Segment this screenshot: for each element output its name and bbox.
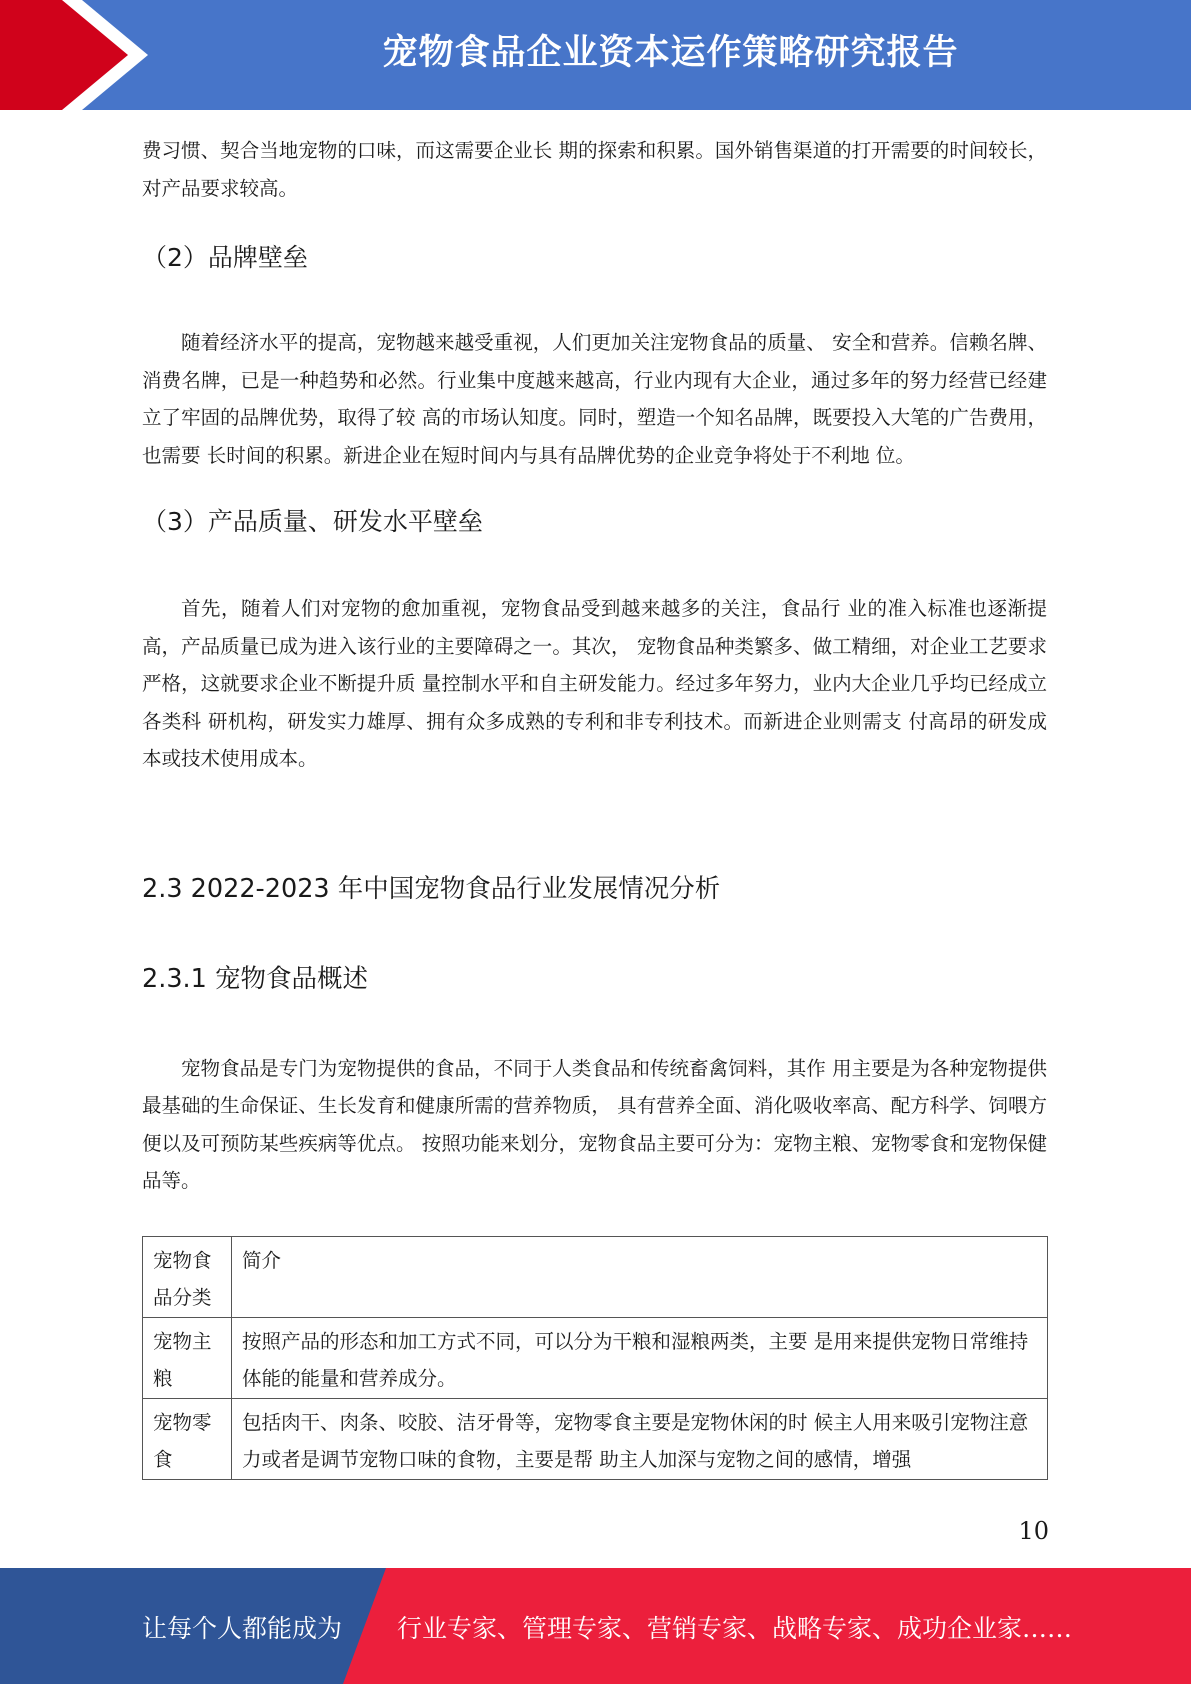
- table-cell-intro: 包括肉干、肉条、咬胶、洁牙骨等，宠物零食主要是宠物休闲的时 候主人用来吸引宠物注意力或者是调节宠物口味的食物，主要是帮 助主人加深与宠物之间的感情，增强: [232, 1398, 1048, 1479]
- table-cell-category: 宠物主粮: [143, 1317, 232, 1398]
- page-header: [0, 0, 1191, 110]
- brand-barrier-heading: （2）品牌壁垒: [142, 243, 308, 272]
- section-heading: 2.3 2022-2023 年中国宠物食品行业发展情况分析: [142, 873, 721, 904]
- page-number: 10: [1018, 1517, 1049, 1545]
- quality-barrier-paragraph: 首先，随着人们对宠物的愈加重视，宠物食品受到越来越多的关注，食品行 业的准入标准也逐渐提高，产品质量已成为进入该行业的主要障碍之一。其次， 宠物食品种类繁多、做工精细，对企业工艺要求严格，这就要求企业不断提升质 量控制水平和自主研发能力。经过多年努力，业内大企业几乎均已经成立各类科 研机构，研发实力雄厚、拥有众多成熟的专利和非专利技术。而新进企业则需支 付高昂的研发成本或技术使用成本。: [142, 597, 1047, 770]
- page-footer: [0, 1568, 1191, 1684]
- page-content: [142, 132, 1047, 1480]
- footer-slogan-right: 行业专家、管理专家、营销专家、战略专家、成功企业家……: [397, 1614, 1073, 1643]
- intro-paragraph: 费习惯、契合当地宠物的口味，而这需要企业长 期的探索和积累。国外销售渠道的打开需要的时间较长，对产品要求较高。: [142, 139, 1047, 200]
- table-header-row: [143, 1236, 1048, 1317]
- table-cell-category: 宠物零食: [143, 1398, 232, 1479]
- quality-barrier-heading: （3）产品质量、研发水平壁垒: [142, 507, 483, 536]
- table-header-intro: 简介: [232, 1236, 1048, 1317]
- subsection-heading: 2.3.1 宠物食品概述: [142, 963, 368, 994]
- pet-food-category-table: [142, 1236, 1048, 1480]
- table-row: [143, 1398, 1048, 1479]
- brand-barrier-paragraph: 随着经济水平的提高，宠物越来越受重视，人们更加关注宠物食品的质量、 安全和营养。信赖名牌、消费名牌，已是一种趋势和必然。行业集中度越来越高，行业内现有大企业，通过多年的努力经营已经建立了牢固的品牌优势，取得了较 高的市场认知度。同时，塑造一个知名品牌，既要投入大笔的广告费用，也需要 长时间的积累。新进企业在短时间内与具有品牌优势的企业竞争将处于不利地 位。: [142, 331, 1047, 467]
- footer-slogan-left: 让每个人都能成为: [142, 1614, 343, 1643]
- overview-paragraph: 宠物食品是专门为宠物提供的食品，不同于人类食品和传统畜禽饲料，其作 用主要是为各种宠物提供最基础的生命保证、生长发育和健康所需的营养物质， 具有营养全面、消化吸收率高、配方科学、饲喂方便以及可预防某些疾病等优点。 按照功能来划分，宠物食品主要可分为：宠物主粮、宠物零食和宠物保健品等。: [142, 1056, 1047, 1192]
- table-cell-intro: 按照产品的形态和加工方式不同，可以分为干粮和湿粮两类，主要 是用来提供宠物日常维持体能的能量和营养成分。: [232, 1317, 1048, 1398]
- table-row: [143, 1317, 1048, 1398]
- table-header-category: 宠物食品分类: [143, 1236, 232, 1317]
- report-title: 宠物食品企业资本运作策略研究报告: [382, 33, 959, 73]
